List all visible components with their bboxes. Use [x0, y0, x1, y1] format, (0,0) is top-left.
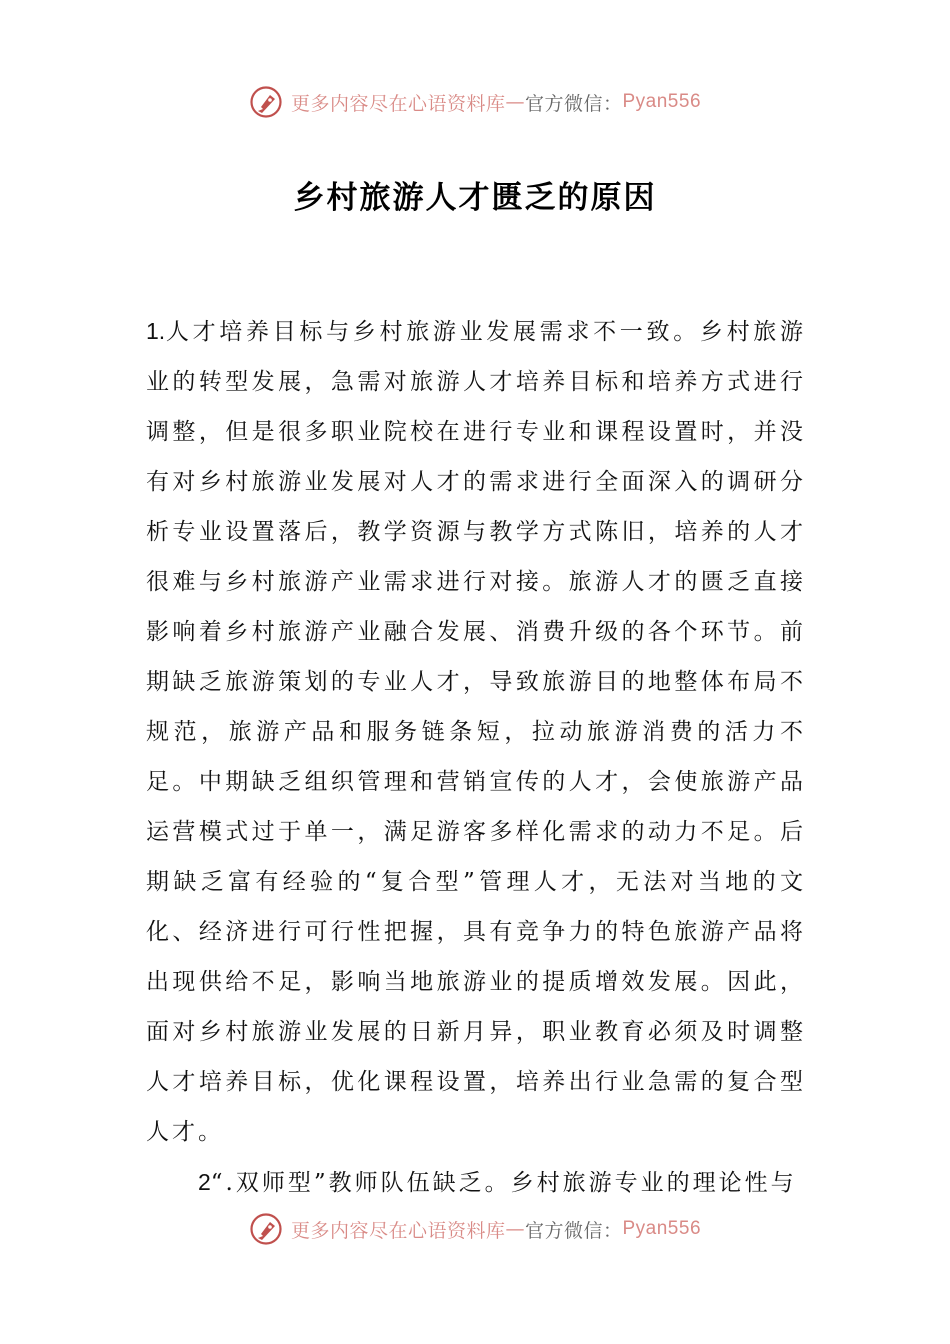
watermark-wechat-id: Pyan556	[622, 91, 702, 112]
watermark-dash: —	[505, 1218, 525, 1240]
document-body	[146, 306, 806, 1208]
paragraph-2	[146, 1157, 806, 1208]
watermark-wechat-id: Pyan556	[622, 1218, 702, 1239]
paragraph-1	[146, 306, 806, 1157]
watermark-contact-label: 官方微信：	[524, 1219, 623, 1242]
pen-nib-icon	[249, 1212, 283, 1246]
watermark-dash: —	[505, 91, 525, 113]
watermark-brand: 更多内容尽在心语资料库	[290, 1219, 506, 1242]
paragraph-text: 人才培养目标与乡村旅游业发展需求不一致。乡村旅游业的转型发展，急需对旅游人才培养目标和培养方式进行调整，但是很多职业院校在进行专业和课程设置时，并没有对乡村旅游业发展对人才的需求进行全面深入的调研分析专业设置落后，教学资源与教学方式陈旧，培养的人才很难与乡村旅游产业需求进行对接。旅游人才的匮乏直接影响着乡村旅游产业融合发展、消费升级的各个环节。前期缺乏旅游策划的专业人才，导致旅游目的地整体布局不规范，旅游产品和服务链条短，拉动旅游消费的活力不足。中期缺乏组织管理和营销宣传的人才，会使旅游产品运营模式过于单一，满足游客多样化需求的动力不足。后期缺乏富有经验的“复合型”管理人才，无法对当地的文化、经济进行可行性把握，具有竞争力的特色旅游产品将出现供给不足，影响当地旅游业的提质增效发展。因此，面对乡村旅游业发展的日新月异，职业教育必须及时调整人才培养目标，优化课程设置，培养出行业急需的复合型人才。	[146, 319, 806, 1145]
paragraph-text: “.双师型”教师队伍缺乏。乡村旅游专业的理论性与	[210, 1170, 797, 1196]
document-title: 乡村旅游人才匮乏的原因	[293, 180, 657, 216]
paragraph-number: 2	[198, 1169, 211, 1195]
pen-nib-icon	[249, 85, 283, 119]
watermark-brand: 更多内容尽在心语资料库	[290, 92, 506, 115]
watermark-contact-label: 官方微信：	[524, 92, 623, 115]
header-watermark	[0, 84, 950, 120]
footer-watermark	[0, 1211, 950, 1247]
paragraph-number: 1.	[146, 318, 166, 344]
